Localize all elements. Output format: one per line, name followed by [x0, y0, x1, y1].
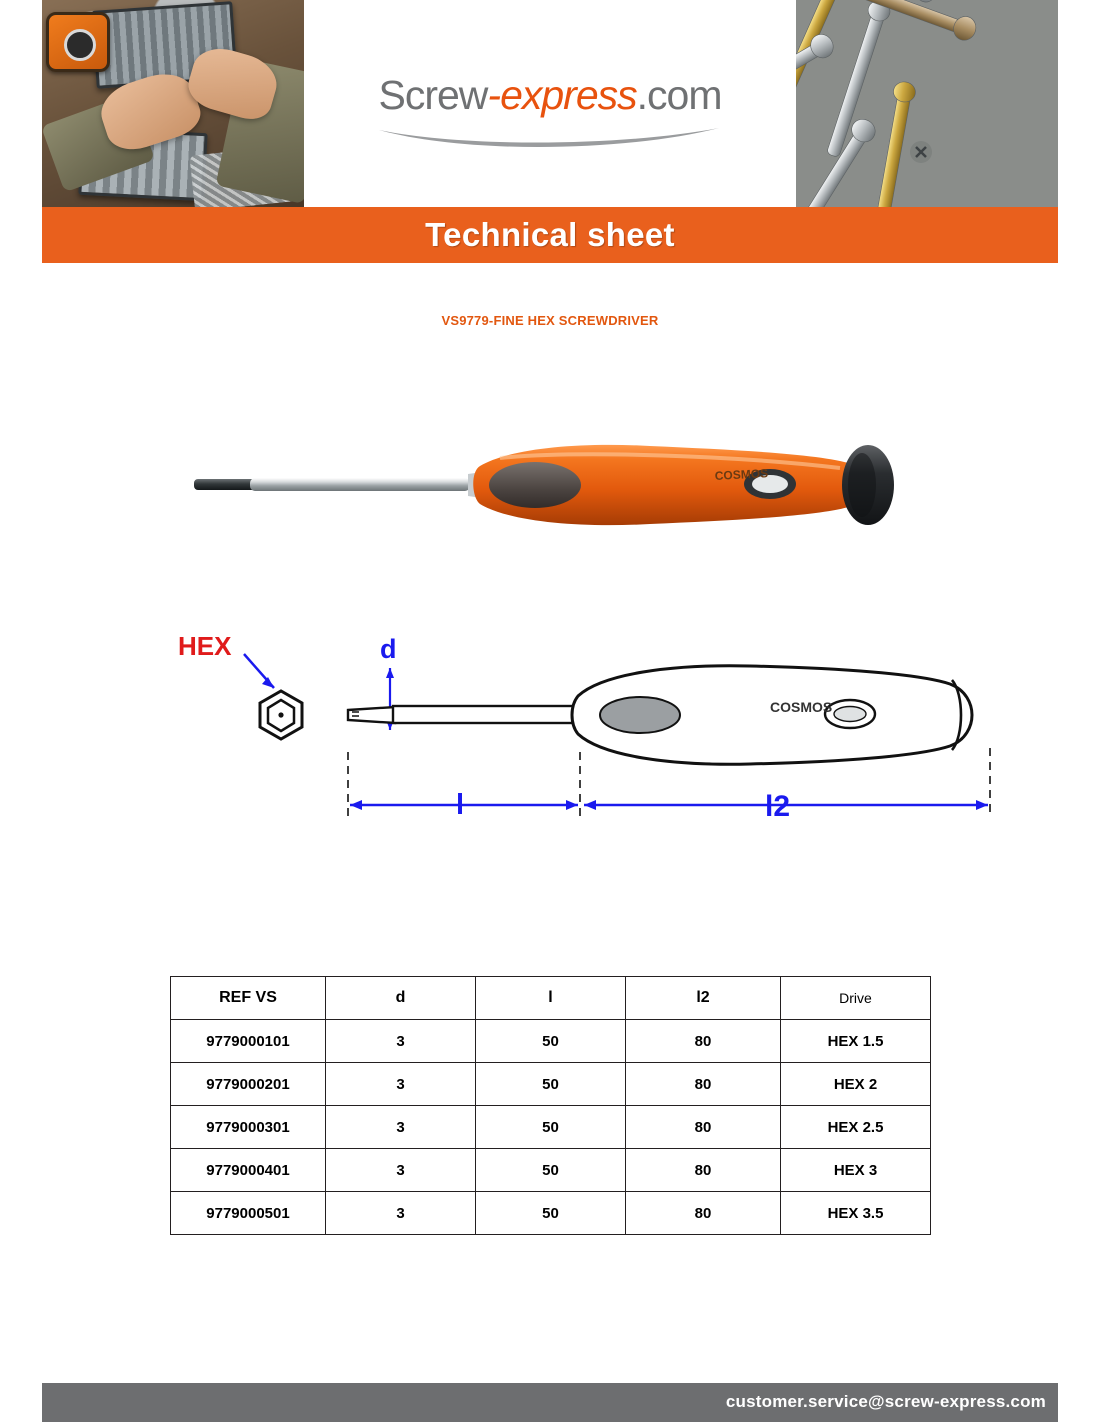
- cell-d: 3: [326, 1106, 476, 1149]
- banner-title: Technical sheet: [425, 216, 675, 253]
- cell-l: 50: [476, 1020, 626, 1063]
- cell-d: 3: [326, 1020, 476, 1063]
- cell-ref: 9779000101: [171, 1020, 326, 1063]
- cell-l: 50: [476, 1106, 626, 1149]
- footer-email: customer.service@screw-express.com: [725, 1392, 1046, 1411]
- workbench-photo: [42, 0, 304, 207]
- table-row: [171, 1149, 931, 1192]
- dim-l-label: l: [456, 789, 465, 821]
- cell-l2: 80: [626, 1149, 781, 1192]
- dim-d-label: d: [380, 634, 397, 664]
- dimension-diagram-art: [150, 620, 1030, 870]
- logo-word-express: -express: [487, 72, 637, 118]
- logo-text: [379, 72, 722, 119]
- specification-table: [170, 976, 931, 1235]
- table-row: [171, 1020, 931, 1063]
- cell-l: 50: [476, 1149, 626, 1192]
- screws-photo-art: [796, 0, 1058, 207]
- cell-l2: 80: [626, 1063, 781, 1106]
- hex-label-text: HEX: [178, 631, 232, 661]
- technical-sheet-banner: [42, 207, 1058, 263]
- cell-d: 3: [326, 1063, 476, 1106]
- site-logo: [304, 0, 796, 207]
- cell-drive: HEX 2: [781, 1063, 931, 1106]
- cell-l: 50: [476, 1192, 626, 1235]
- cell-l2: 80: [626, 1192, 781, 1235]
- cell-drive: HEX 3.5: [781, 1192, 931, 1235]
- col-header-drive: Drive: [781, 977, 931, 1020]
- svg-text:COSMOS: COSMOS: [714, 466, 769, 483]
- product-photo: [180, 430, 920, 570]
- cell-l: 50: [476, 1063, 626, 1106]
- dimension-diagram: [150, 620, 1030, 870]
- dim-l2-label: l2: [765, 790, 791, 823]
- col-header-ref: REF VS: [171, 977, 326, 1020]
- col-header-l: l: [476, 977, 626, 1020]
- cell-ref: 9779000401: [171, 1149, 326, 1192]
- page-header: [42, 0, 1058, 207]
- cell-ref: 9779000501: [171, 1192, 326, 1235]
- product-title: VS9779-FINE HEX SCREWDRIVER: [441, 313, 659, 328]
- table-header-row: [171, 977, 931, 1020]
- cell-l2: 80: [626, 1020, 781, 1063]
- screws-photo: [796, 0, 1058, 207]
- screwdriver-photo-art: [180, 430, 920, 570]
- logo-word-screw: Screw: [378, 72, 488, 118]
- table-row: [171, 1063, 931, 1106]
- cell-l2: 80: [626, 1106, 781, 1149]
- svg-text:COSMOS: COSMOS: [770, 699, 833, 715]
- cell-drive: HEX 3: [781, 1149, 931, 1192]
- cell-d: 3: [326, 1192, 476, 1235]
- footer-left-margin: [0, 1383, 42, 1422]
- col-header-l2: l2: [626, 977, 781, 1020]
- table-row: [171, 1192, 931, 1235]
- table-row: [171, 1106, 931, 1149]
- cell-d: 3: [326, 1149, 476, 1192]
- cell-drive: HEX 1.5: [781, 1020, 931, 1063]
- col-header-d: d: [326, 977, 476, 1020]
- cell-drive: HEX 2.5: [781, 1106, 931, 1149]
- logo-swoosh-icon: [375, 124, 725, 154]
- logo-word-dotcom: .com: [636, 72, 722, 118]
- cell-ref: 9779000301: [171, 1106, 326, 1149]
- cell-ref: 9779000201: [171, 1063, 326, 1106]
